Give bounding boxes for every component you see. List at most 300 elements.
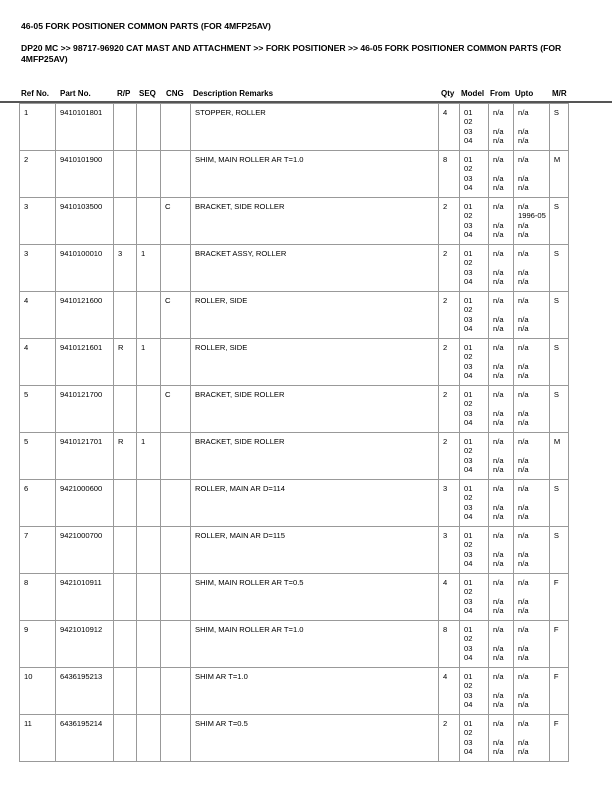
- from-cell-line: n/a: [493, 126, 504, 136]
- rp-cell: [114, 668, 137, 715]
- model-cell-line: 03: [464, 408, 473, 418]
- qty-cell: 8: [439, 621, 460, 668]
- qty-cell: 4: [439, 668, 460, 715]
- description-cell: BRACKET, SIDE ROLLER: [191, 198, 439, 245]
- model-cell-line: 04: [464, 652, 473, 662]
- rp-cell: [114, 527, 137, 574]
- table-row: [20, 198, 569, 245]
- from-cell-line: n/a: [493, 417, 504, 427]
- mr-cell: M: [549, 433, 568, 480]
- from-cell-line: n/a: [493, 182, 504, 192]
- upto-cell: [514, 668, 550, 715]
- qty-cell: 8: [439, 151, 460, 198]
- from-cell-line: [493, 681, 510, 690]
- model-cell-line: 04: [464, 558, 473, 568]
- from-cell-line: n/a: [493, 558, 504, 568]
- upto-cell-line: n/a: [518, 484, 529, 493]
- model-cell-line: 03: [464, 455, 473, 465]
- model-cell-line: 01: [464, 719, 473, 728]
- part-no-cell: 9410121701: [56, 433, 114, 480]
- upto-cell: [514, 527, 550, 574]
- seq-cell: [137, 386, 161, 433]
- upto-cell-line: n/a: [518, 672, 529, 681]
- rp-cell: [114, 574, 137, 621]
- seq-cell: 1: [137, 433, 161, 480]
- table-row: [20, 668, 569, 715]
- cng-cell: [161, 527, 191, 574]
- model-cell-line: 01: [464, 672, 473, 681]
- from-cell-line: n/a: [493, 455, 504, 465]
- mr-cell: S: [549, 339, 568, 386]
- rp-cell: R: [114, 433, 137, 480]
- from-cell-line: n/a: [493, 672, 504, 681]
- from-cell-line: n/a: [493, 296, 504, 305]
- from-cell-line: n/a: [493, 220, 504, 230]
- model-cell-line: 01: [464, 296, 473, 305]
- from-cell-line: [493, 728, 510, 737]
- ref-cell: 11: [20, 715, 56, 762]
- from-cell-line: n/a: [493, 719, 504, 728]
- seq-cell: [137, 574, 161, 621]
- model-cell: [460, 715, 489, 762]
- upto-cell-line: n/a: [518, 390, 529, 399]
- mr-cell: S: [549, 386, 568, 433]
- model-cell-line: 04: [464, 605, 473, 615]
- upto-cell-line: n/a: [518, 361, 529, 371]
- model-cell-line: 02: [464, 305, 473, 315]
- mr-cell: F: [549, 668, 568, 715]
- from-cell-line: n/a: [493, 437, 504, 446]
- col-upto: Upto: [515, 89, 534, 98]
- mr-cell: S: [549, 292, 568, 339]
- cng-cell: [161, 480, 191, 527]
- part-no-cell: 9410101801: [56, 104, 114, 151]
- from-cell-line: [493, 540, 510, 549]
- col-mr: M/R: [552, 89, 567, 98]
- rp-cell: [114, 104, 137, 151]
- seq-cell: [137, 527, 161, 574]
- from-cell-line: n/a: [493, 202, 504, 211]
- seq-cell: [137, 104, 161, 151]
- part-no-cell: 9410121600: [56, 292, 114, 339]
- col-part: Part No.: [60, 89, 91, 98]
- from-cell-line: n/a: [493, 690, 504, 700]
- seq-cell: [137, 151, 161, 198]
- upto-cell-line: [518, 493, 546, 502]
- upto-cell-line: n/a: [518, 690, 529, 700]
- cng-cell: C: [161, 386, 191, 433]
- from-cell-line: n/a: [493, 361, 504, 371]
- upto-cell-line: n/a: [518, 558, 529, 568]
- ref-cell: 2: [20, 151, 56, 198]
- description-cell: BRACKET, SIDE ROLLER: [191, 386, 439, 433]
- model-cell: [460, 151, 489, 198]
- upto-cell-line: n/a: [518, 437, 529, 446]
- upto-cell-line: [518, 728, 546, 737]
- from-cell-line: [493, 164, 510, 173]
- from-cell: [489, 292, 514, 339]
- cng-cell: C: [161, 292, 191, 339]
- from-cell-line: n/a: [493, 549, 504, 559]
- upto-cell-line: n/a: [518, 699, 529, 709]
- col-model: Model: [461, 89, 485, 98]
- upto-cell-line: n/a: [518, 417, 529, 427]
- model-cell-line: 02: [464, 587, 473, 597]
- mr-cell: F: [549, 574, 568, 621]
- model-cell-line: 02: [464, 117, 473, 127]
- qty-cell: 2: [439, 715, 460, 762]
- upto-cell: [514, 621, 550, 668]
- upto-cell-line: n/a: [518, 267, 529, 277]
- model-cell-line: 01: [464, 249, 473, 258]
- upto-cell-line: n/a: [518, 596, 529, 606]
- col-cng: CNG: [166, 89, 184, 98]
- model-cell-line: 01: [464, 484, 473, 493]
- seq-cell: [137, 668, 161, 715]
- table-row: [20, 527, 569, 574]
- from-cell-line: n/a: [493, 464, 504, 474]
- model-cell-line: 01: [464, 343, 473, 352]
- qty-cell: 2: [439, 245, 460, 292]
- part-no-cell: 6436195214: [56, 715, 114, 762]
- ref-cell: 5: [20, 386, 56, 433]
- upto-cell-line: n/a: [518, 296, 529, 305]
- mr-cell: M: [549, 151, 568, 198]
- mr-cell: S: [549, 104, 568, 151]
- model-cell-line: 03: [464, 690, 473, 700]
- mr-cell: S: [549, 198, 568, 245]
- model-cell-line: 01: [464, 437, 473, 446]
- part-no-cell: 9410121601: [56, 339, 114, 386]
- cng-cell: [161, 151, 191, 198]
- model-cell-line: 04: [464, 276, 473, 286]
- upto-cell-line: n/a: [518, 605, 529, 615]
- model-cell-line: 03: [464, 173, 473, 183]
- from-cell: [489, 386, 514, 433]
- col-seq: SEQ: [139, 89, 156, 98]
- upto-cell: [514, 104, 550, 151]
- mr-cell: S: [549, 245, 568, 292]
- ref-cell: 5: [20, 433, 56, 480]
- seq-cell: 1: [137, 339, 161, 386]
- upto-cell-line: n/a: [518, 314, 529, 324]
- part-no-cell: 9421010911: [56, 574, 114, 621]
- upto-cell-line: n/a: [518, 531, 529, 540]
- model-cell-line: 03: [464, 361, 473, 371]
- table-header: [0, 89, 612, 101]
- description-cell: BRACKET ASSY, ROLLER: [191, 245, 439, 292]
- model-cell: [460, 668, 489, 715]
- from-cell: [489, 339, 514, 386]
- description-cell: SHIM, MAIN ROLLER AR T=1.0: [191, 151, 439, 198]
- from-cell: [489, 245, 514, 292]
- from-cell: [489, 715, 514, 762]
- upto-cell-line: n/a: [518, 135, 529, 145]
- upto-cell-line: [518, 446, 546, 455]
- upto-cell-line: n/a: [518, 173, 529, 183]
- rp-cell: 3: [114, 245, 137, 292]
- model-cell-line: 02: [464, 681, 473, 691]
- model-cell: [460, 527, 489, 574]
- table-row: [20, 715, 569, 762]
- model-cell-line: 03: [464, 596, 473, 606]
- ref-cell: 1: [20, 104, 56, 151]
- upto-cell-line: n/a: [518, 502, 529, 512]
- from-cell-line: n/a: [493, 737, 504, 747]
- part-no-cell: 9421010912: [56, 621, 114, 668]
- ref-cell: 3: [20, 198, 56, 245]
- cng-cell: [161, 245, 191, 292]
- rp-cell: [114, 480, 137, 527]
- upto-cell-line: n/a: [518, 370, 529, 380]
- part-no-cell: 9421000700: [56, 527, 114, 574]
- model-cell-line: 02: [464, 399, 473, 409]
- ref-cell: 6: [20, 480, 56, 527]
- from-cell-line: n/a: [493, 173, 504, 183]
- upto-cell-line: n/a: [518, 108, 529, 117]
- table-row: [20, 245, 569, 292]
- model-cell-line: 02: [464, 634, 473, 644]
- qty-cell: 3: [439, 527, 460, 574]
- model-cell-line: 02: [464, 164, 473, 174]
- seq-cell: [137, 480, 161, 527]
- cng-cell: [161, 339, 191, 386]
- upto-cell-line: n/a: [518, 155, 529, 164]
- seq-cell: [137, 292, 161, 339]
- from-cell-line: [493, 305, 510, 314]
- rp-cell: [114, 621, 137, 668]
- from-cell: [489, 621, 514, 668]
- mr-cell: S: [549, 527, 568, 574]
- qty-cell: 3: [439, 480, 460, 527]
- cng-cell: [161, 433, 191, 480]
- upto-cell-line: n/a: [518, 220, 529, 230]
- upto-cell-line: [518, 305, 546, 314]
- seq-cell: [137, 715, 161, 762]
- rp-cell: [114, 715, 137, 762]
- parts-table: [19, 103, 569, 762]
- col-from: From: [490, 89, 510, 98]
- page-title: 46-05 FORK POSITIONER COMMON PARTS (FOR 4MFP25AV): [21, 21, 271, 31]
- model-cell-line: 01: [464, 202, 473, 211]
- description-cell: STOPPER, ROLLER: [191, 104, 439, 151]
- from-cell-line: n/a: [493, 267, 504, 277]
- from-cell: [489, 433, 514, 480]
- qty-cell: 2: [439, 198, 460, 245]
- upto-cell: [514, 433, 550, 480]
- upto-cell-line: n/a: [518, 229, 529, 239]
- model-cell: [460, 480, 489, 527]
- from-cell-line: n/a: [493, 408, 504, 418]
- from-cell-line: n/a: [493, 484, 504, 493]
- model-cell-line: 04: [464, 323, 473, 333]
- from-cell-line: n/a: [493, 596, 504, 606]
- model-cell-line: 04: [464, 464, 473, 474]
- rp-cell: [114, 386, 137, 433]
- upto-cell: [514, 386, 550, 433]
- model-cell: [460, 386, 489, 433]
- model-cell-line: 02: [464, 493, 473, 503]
- cng-cell: [161, 668, 191, 715]
- cng-cell: [161, 574, 191, 621]
- model-cell-line: 04: [464, 135, 473, 145]
- upto-cell-line: 1996-05: [518, 211, 546, 221]
- description-cell: SHIM, MAIN ROLLER AR T=0.5: [191, 574, 439, 621]
- cng-cell: C: [161, 198, 191, 245]
- col-qty: Qty: [441, 89, 455, 98]
- from-cell-line: n/a: [493, 502, 504, 512]
- upto-cell: [514, 245, 550, 292]
- part-no-cell: 9410101900: [56, 151, 114, 198]
- table-row: [20, 386, 569, 433]
- upto-cell: [514, 292, 550, 339]
- rp-cell: R: [114, 339, 137, 386]
- cng-cell: [161, 621, 191, 668]
- model-cell-line: 03: [464, 220, 473, 230]
- breadcrumb: DP20 MC >> 98717-96920 CAT MAST AND ATTACHMENT >> FORK POSITIONER >> 46-05 FORK POSITIONER COMMON PARTS (FOR 4MFP25AV): [21, 43, 562, 64]
- from-cell-line: [493, 587, 510, 596]
- model-cell-line: 03: [464, 267, 473, 277]
- from-cell-line: n/a: [493, 323, 504, 333]
- ref-cell: 4: [20, 292, 56, 339]
- description-cell: BRACKET, SIDE ROLLER: [191, 433, 439, 480]
- model-cell: [460, 245, 489, 292]
- table-row: [20, 151, 569, 198]
- model-cell-line: 04: [464, 182, 473, 192]
- from-cell-line: n/a: [493, 605, 504, 615]
- model-cell: [460, 621, 489, 668]
- upto-cell-line: [518, 117, 546, 126]
- from-cell-line: n/a: [493, 699, 504, 709]
- model-cell-line: 02: [464, 540, 473, 550]
- upto-cell-line: [518, 681, 546, 690]
- from-cell: [489, 151, 514, 198]
- model-cell-line: 01: [464, 390, 473, 399]
- from-cell-line: [493, 117, 510, 126]
- model-cell: [460, 433, 489, 480]
- from-cell-line: [493, 446, 510, 455]
- table-row: [20, 292, 569, 339]
- ref-cell: 3: [20, 245, 56, 292]
- part-no-cell: 9410100010: [56, 245, 114, 292]
- mr-cell: F: [549, 621, 568, 668]
- from-cell-line: [493, 258, 510, 267]
- qty-cell: 2: [439, 339, 460, 386]
- upto-cell-line: [518, 399, 546, 408]
- qty-cell: 2: [439, 386, 460, 433]
- cng-cell: [161, 715, 191, 762]
- upto-cell-line: n/a: [518, 276, 529, 286]
- model-cell: [460, 198, 489, 245]
- from-cell: [489, 668, 514, 715]
- model-cell-line: 01: [464, 625, 473, 634]
- upto-cell: [514, 480, 550, 527]
- col-desc: Description Remarks: [193, 89, 274, 98]
- table-row: [20, 480, 569, 527]
- from-cell-line: n/a: [493, 343, 504, 352]
- part-no-cell: 9421000600: [56, 480, 114, 527]
- qty-cell: 4: [439, 574, 460, 621]
- from-cell-line: n/a: [493, 314, 504, 324]
- model-cell-line: 01: [464, 578, 473, 587]
- upto-cell-line: n/a: [518, 343, 529, 352]
- table-row: [20, 104, 569, 151]
- table-row: [20, 433, 569, 480]
- from-cell-line: n/a: [493, 370, 504, 380]
- from-cell-line: n/a: [493, 652, 504, 662]
- model-cell-line: 03: [464, 737, 473, 747]
- model-cell: [460, 292, 489, 339]
- model-cell-line: 03: [464, 549, 473, 559]
- upto-cell-line: n/a: [518, 464, 529, 474]
- table-row: [20, 621, 569, 668]
- from-cell: [489, 198, 514, 245]
- model-cell-line: 04: [464, 511, 473, 521]
- upto-cell-line: n/a: [518, 323, 529, 333]
- from-cell: [489, 104, 514, 151]
- qty-cell: 2: [439, 292, 460, 339]
- upto-cell-line: [518, 587, 546, 596]
- from-cell-line: n/a: [493, 135, 504, 145]
- description-cell: SHIM AR T=0.5: [191, 715, 439, 762]
- upto-cell: [514, 715, 550, 762]
- model-cell-line: 02: [464, 258, 473, 268]
- upto-cell-line: n/a: [518, 719, 529, 728]
- from-cell: [489, 527, 514, 574]
- from-cell-line: [493, 211, 510, 220]
- upto-cell-line: n/a: [518, 511, 529, 521]
- upto-cell-line: [518, 352, 546, 361]
- from-cell-line: n/a: [493, 625, 504, 634]
- from-cell-line: n/a: [493, 531, 504, 540]
- model-cell-line: 04: [464, 229, 473, 239]
- description-cell: SHIM, MAIN ROLLER AR T=1.0: [191, 621, 439, 668]
- seq-cell: [137, 621, 161, 668]
- part-no-cell: 9410121700: [56, 386, 114, 433]
- from-cell-line: n/a: [493, 249, 504, 258]
- from-cell-line: [493, 634, 510, 643]
- from-cell-line: [493, 352, 510, 361]
- model-cell-line: 04: [464, 417, 473, 427]
- from-cell-line: n/a: [493, 229, 504, 239]
- upto-cell-line: [518, 258, 546, 267]
- rp-cell: [114, 151, 137, 198]
- upto-cell-line: n/a: [518, 643, 529, 653]
- part-no-cell: 9410103500: [56, 198, 114, 245]
- col-rp: R/P: [117, 89, 131, 98]
- upto-cell: [514, 339, 550, 386]
- model-cell-line: 02: [464, 211, 473, 221]
- cng-cell: [161, 104, 191, 151]
- from-cell-line: n/a: [493, 155, 504, 164]
- model-cell-line: 01: [464, 531, 473, 540]
- upto-cell-line: n/a: [518, 126, 529, 136]
- description-cell: SHIM AR T=1.0: [191, 668, 439, 715]
- mr-cell: F: [549, 715, 568, 762]
- qty-cell: 4: [439, 104, 460, 151]
- model-cell-line: 02: [464, 352, 473, 362]
- ref-cell: 10: [20, 668, 56, 715]
- from-cell-line: n/a: [493, 390, 504, 399]
- upto-cell: [514, 198, 550, 245]
- ref-cell: 7: [20, 527, 56, 574]
- model-cell-line: 04: [464, 699, 473, 709]
- upto-cell-line: n/a: [518, 408, 529, 418]
- from-cell: [489, 574, 514, 621]
- model-cell: [460, 339, 489, 386]
- upto-cell-line: [518, 164, 546, 173]
- upto-cell-line: n/a: [518, 578, 529, 587]
